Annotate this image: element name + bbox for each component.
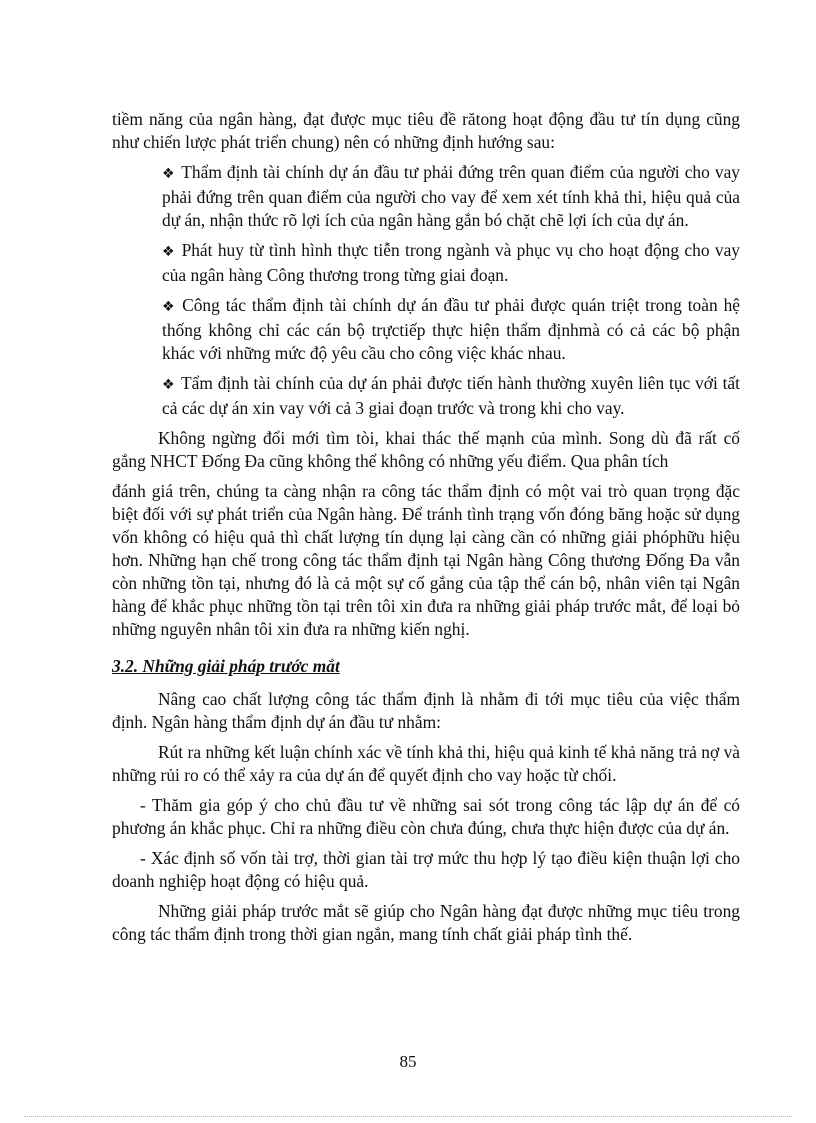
diamond-bullet-icon: ❖	[162, 299, 177, 315]
paragraph-intro: tiềm năng của ngân hàng, đạt được mục tiêu đề rătong hoạt động đầu tư tín dụng cũng như chiến lược phát triển chung) nên có những định hướng sau:	[112, 109, 740, 152]
dash-item-2: - Xác định số vốn tài trợ, thời gian tài trợ mức thu hợp lý tạo điều kiện thuận lợi cho doanh nghiệp hoạt động có hiệu quả.	[112, 848, 740, 891]
diamond-bullet-icon: ❖	[162, 377, 176, 393]
paragraph-summary: Không ngừng đổi mới tìm tòi, khai thác thế mạnh của mình. Song dù đã rất cố gắng NHCT Đống Đa cũng không thể không có những yếu điểm. Qua phân tích	[112, 428, 740, 471]
diamond-bullet-icon: ❖	[162, 166, 176, 182]
bullet-text: Phát huy từ tình hình thực tiễn trong ngành và phục vụ cho hoạt động cho vay của ngân hàng Công thương trong từng giai đoạn.	[162, 240, 740, 285]
bullet-text: Công tác thẩm định tài chính dự án đầu tư phải được quán triệt trong toàn hệ thống không chỉ các cán bộ trựctiếp thực hiện thẩm địnhmà có cả các bộ phận khác với những mức độ yêu cầu cho công việc khác nhau.	[162, 295, 740, 363]
section-heading: 3.2. Những giải pháp trước mắt	[112, 656, 340, 676]
bullet-text: Thẩm định tài chính dự án đầu tư phải đứng trên quan điểm của người cho vay phải đứng trên quan điểm của người cho vay để xem xét tính khả thi, hiệu quả của dự án, nhận thức rõ lợi ích của ngân hàng gắn bó chặt chẽ lợi ích của dự án.	[162, 162, 740, 230]
bullet-item-3	[162, 294, 740, 365]
paragraph-goal: Nâng cao chất lượng công tác thẩm định là nhằm đi tới mục tiêu của việc thẩm định. Ngân hàng thẩm định dự án đầu tư nhằm:	[112, 689, 740, 732]
diamond-bullet-icon: ❖	[162, 244, 176, 260]
paragraph-conclusion: Rút ra những kết luận chính xác về tính khả thi, hiệu quả kinh tế khả năng trả nợ và những rủi ro có thể xảy ra của dự án để quyết định cho vay hoặc từ chối.	[112, 742, 740, 785]
bullet-text: Tẩm định tài chính của dự án phải được tiến hành thường xuyên liên tục với tất cả các dự án xin vay với cả 3 giai đoạn trước và trong khi cho vay.	[162, 373, 740, 418]
body-text	[112, 108, 740, 946]
paragraph-closing: Những giải pháp trước mắt sẽ giúp cho Ngân hàng đạt được những mục tiêu trong công tác thẩm định trong thời gian ngắn, mang tính chất giải pháp tình thế.	[112, 901, 740, 944]
bullet-item-4	[162, 372, 740, 420]
page-number: 85	[399, 1052, 417, 1071]
footer-divider	[24, 1116, 792, 1117]
bullet-item-2	[162, 239, 740, 287]
paragraph-analysis: đánh giá trên, chúng ta càng nhận ra công tác thẩm định có một vai trò quan trọng đặc biệt đối với sự phát triển của Ngân hàng. Để tránh tình trạng vốn đóng băng hoặc sử dụng vốn không có hiệu quả thì chất lượng tín dụng lại càng cần có những giải phóphữu hiệu hơn. Những hạn chế trong công tác thẩm định tại Ngân hàng Công thương Đống Đa vẫn còn những tồn tại, nhưng đó là cả một sự cố gắng của tập thể cán bộ, nhân viên tại Ngân hàng để khắc phục những tồn tại trên tôi xin đưa ra những giải pháp trước mắt, để loại bỏ những nguyên nhân tôi xin đưa ra những kiến nghị.	[112, 481, 740, 639]
bullet-item-1	[162, 161, 740, 232]
dash-item-1: - Thăm gia góp ý cho chủ đầu tư về những sai sót trong công tác lập dự án để có phương án khắc phục. Chỉ ra những điều còn chưa đúng, chưa thực hiện được của dự án.	[112, 795, 740, 838]
